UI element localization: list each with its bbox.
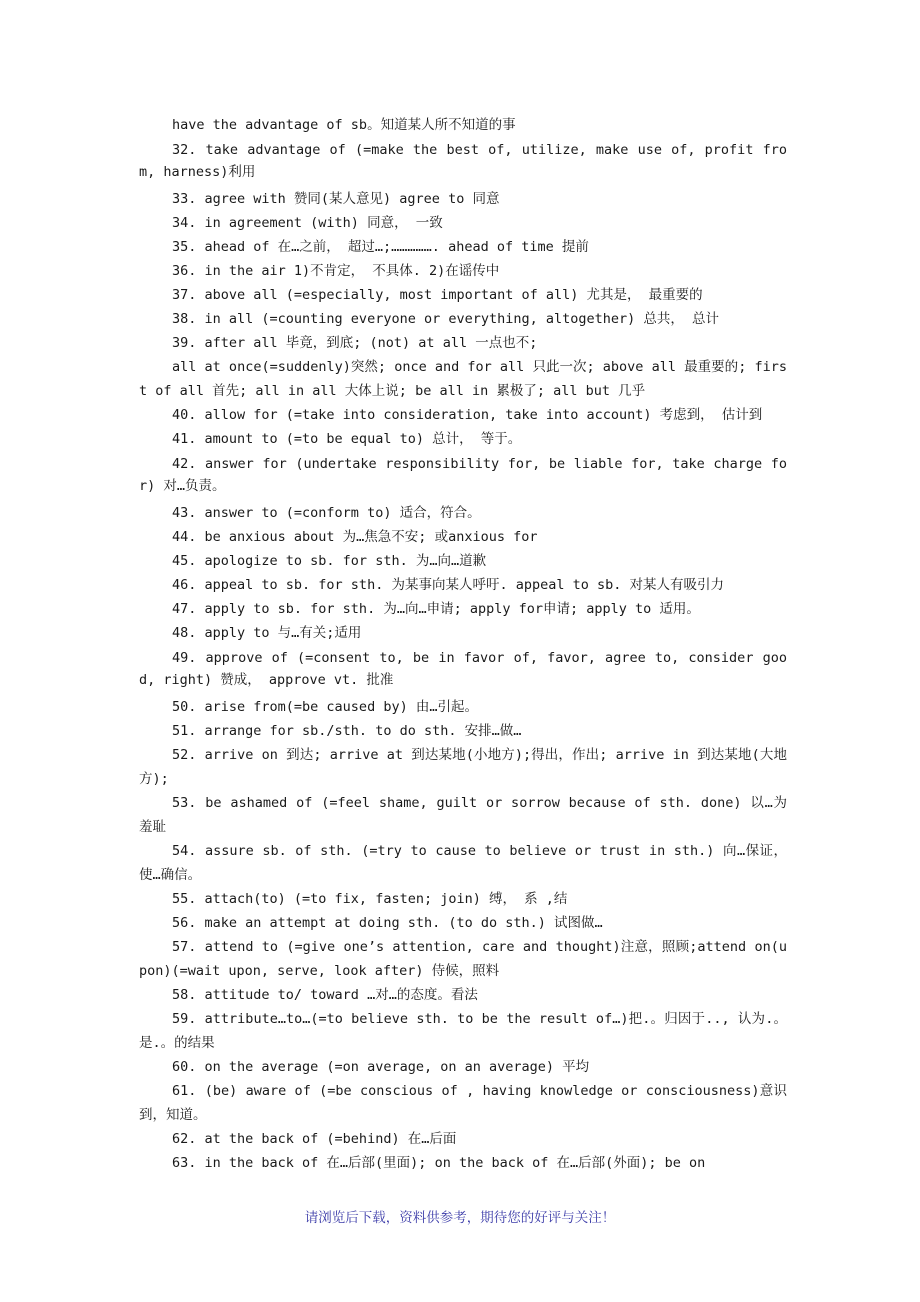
text-line: 58. attitude to/ toward …对…的态度。看法: [172, 987, 478, 1003]
text-line: 52. arrive on 到达; arrive at 到达某地(小地方);得出，作出; arrive in 到达某地(大地方);: [139, 747, 787, 787]
text-line: 32. take advantage of (=make the best of, utilize, make use of, profit from, harness)利用: [139, 142, 787, 180]
text-line: 47. apply to sb. for sth. 为…向…申请; apply for申请; apply to 适用。: [172, 601, 700, 617]
text-line: 40. allow for (=take into consideration, take into account) 考虑到， 估计到: [172, 407, 763, 423]
text-line: 53. be ashamed of (=feel shame, guilt or sorrow because of sth. done) 以…为羞耻: [139, 795, 787, 835]
text-line: 49. approve of (=consent to, be in favor of, favor, agree to, consider good, right) 赞成， approve vt. 批准: [139, 650, 787, 688]
text-line: 63. in the back of 在…后部(里面); on the back of 在…后部(外面); be on: [172, 1155, 706, 1171]
text-line: 39. after all 毕竟，到底; (not) at all 一点也不;: [172, 335, 538, 351]
text-line: 44. be anxious about 为…焦急不安; 或anxious for: [172, 529, 538, 545]
text-line: 60. on the average (=on average, on an average) 平均: [172, 1059, 590, 1075]
text-line: 33. agree with 赞同(某人意见) agree to 同意: [172, 191, 500, 207]
text-line: 51. arrange for sb./sth. to do sth. 安排…做…: [172, 723, 522, 739]
text-line: 62. at the back of (=behind) 在…后面: [172, 1131, 457, 1147]
text-line: 36. in the air 1)不肯定， 不具体. 2)在谣传中: [172, 263, 500, 279]
phrase-list: [139, 113, 787, 1175]
text-line: have the advantage of sb。知道某人所不知道的事: [172, 117, 516, 133]
text-line: 37. above all (=especially, most important of all) 尤其是， 最重要的: [172, 287, 703, 303]
text-line: 38. in all (=counting everyone or everything, altogether) 总共， 总计: [172, 311, 720, 327]
footer-note: 请浏览后下载，资料供参考，期待您的好评与关注！: [304, 1210, 616, 1226]
text-line: 41. amount to (=to be equal to) 总计， 等于。: [172, 431, 522, 447]
text-line: all at once(=suddenly)突然; once and for all 只此一次; above all 最重要的; first of all 首先; all in all 大体上说; be all in 累极了; all but 几乎: [139, 359, 787, 399]
text-line: 57. attend to (=give one’s attention, care and thought)注意，照顾;attend on(upon)(=wait upon, serve, look after) 侍候，照料: [139, 939, 787, 979]
text-line: 35. ahead of 在…之前， 超过…;……………. ahead of time 提前: [172, 239, 589, 255]
text-line: 55. attach(to) (=to fix, fasten; join) 缚， 系 ,结: [172, 891, 568, 907]
text-line: 46. appeal to sb. for sth. 为某事向某人呼吁. appeal to sb. 对某人有吸引力: [172, 577, 724, 593]
text-line: 43. answer to (=conform to) 适合，符合。: [172, 505, 481, 521]
text-line: 34. in agreement (with) 同意， 一致: [172, 215, 443, 231]
text-line: 61. (be) aware of (=be conscious of , having knowledge or consciousness)意识到，知道。: [139, 1083, 787, 1123]
text-line: 56. make an attempt at doing sth. (to do sth.) 试图做…: [172, 915, 603, 931]
text-line: 48. apply to 与…有关;适用: [172, 625, 362, 641]
text-line: 54. assure sb. of sth. (=try to cause to believe or trust in sth.) 向…保证，使…确信。: [139, 843, 787, 883]
text-line: 59. attribute…to…(=to believe sth. to be the result of…)把.。归因于.., 认为.。是.。的结果: [139, 1011, 787, 1051]
text-line: 42. answer for (undertake responsibility for, be liable for, take charge for) 对…负责。: [139, 456, 787, 494]
text-line: 45. apologize to sb. for sth. 为…向…道歉: [172, 553, 487, 569]
text-line: 50. arise from(=be caused by) 由…引起。: [172, 699, 478, 715]
